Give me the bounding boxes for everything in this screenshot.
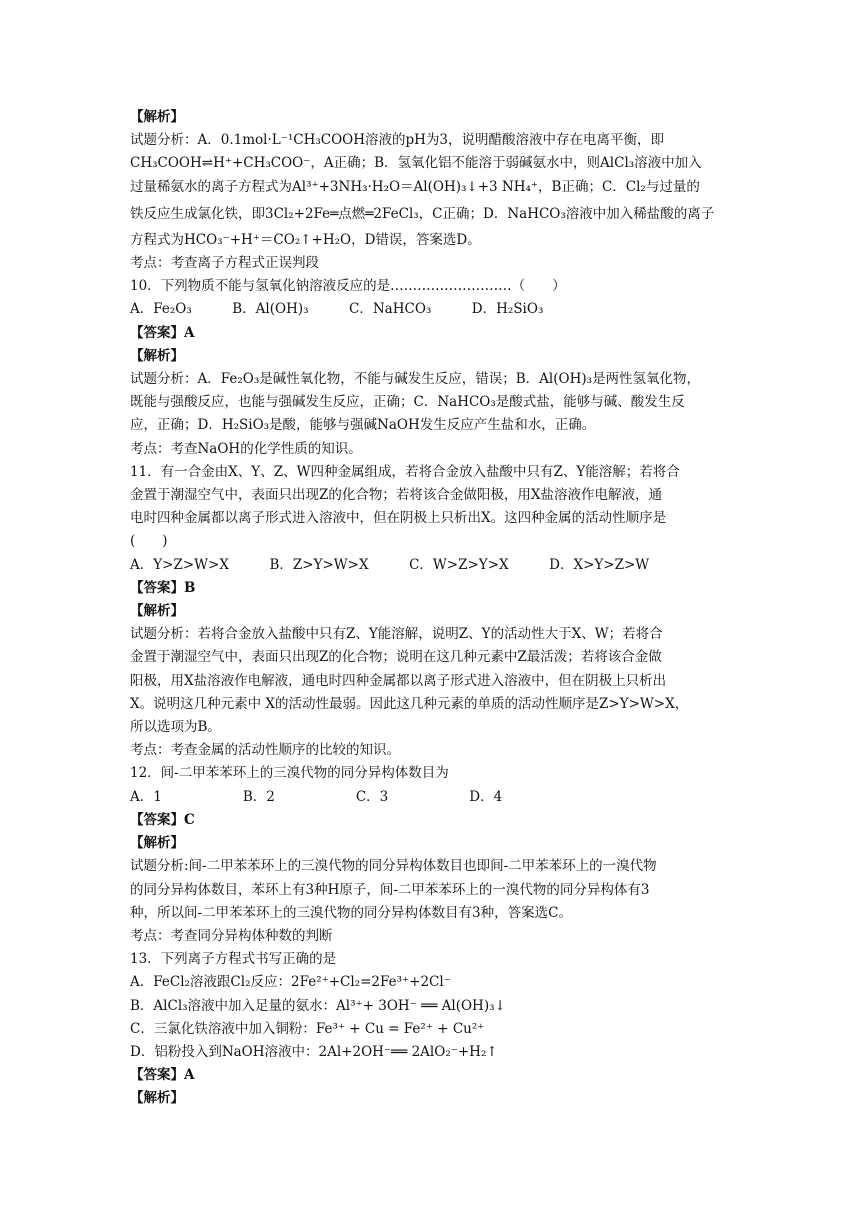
paragraph-line: 的同分异构体数目，苯环上有3种H原子，间-二甲苯苯环上的一溴代物的同分异构体有3 (130, 881, 650, 898)
question-line: 10．下列物质不能与氢氧化钠溶液反应的是………………………（ ） (130, 278, 566, 295)
section-heading: 【解析】 (130, 347, 184, 364)
paragraph-line: 所以选项为B。 (130, 719, 221, 736)
answer-line: 【答案】A (130, 1067, 195, 1084)
section-heading: 【解析】 (130, 835, 184, 852)
question-line: 12．间-二甲苯苯环上的三溴代物的同分异构体数目为 (130, 765, 449, 782)
paragraph-line: 应，正确；D．H₂SiO₃是酸，能够与强碱NaOH发生反应产生盐和水，正确。 (130, 417, 596, 434)
question-line: 13．下列离子方程式书写正确的是 (130, 951, 337, 968)
paragraph-line: 铁反应生成氯化铁，即3Cl₂+2Fe═点燃═2FeCl₃，C正确；D．NaHCO₃溶液中加入稀盐酸的离子 (130, 205, 715, 222)
section-heading: 【解析】 (130, 1090, 184, 1107)
paragraph-line: 试题分析：若将合金放入盐酸中只有Z、Y能溶解，说明Z、Y的活动性大于X、W；若将合 (130, 626, 663, 643)
paragraph-line: 过量稀氨水的离子方程式为Al³⁺+3NH₃·H₂O＝Al(OH)₃↓+3 NH₄⁺，B正确；C．Cl₂与过量的 (130, 178, 700, 195)
note-line: 考点：考查同分异构体种数的判断 (130, 927, 333, 944)
paragraph-line: 试题分析：A．Fe₂O₃是碱性氧化物，不能与碱发生反应，错误；B．Al(OH)₃是两性氢氧化物， (130, 371, 701, 388)
answer-line: 【答案】C (130, 811, 195, 828)
paragraph-line: CH₃COOH⇌H⁺+CH₃COO⁻，A正确；B．氢氧化铝不能溶于弱碱氨水中，则AlCl₃溶液中加入 (130, 155, 702, 172)
question-line: 金置于潮湿空气中，表面只出现Z的化合物；若将该合金做阳极，用X盐溶液作电解液，通 (130, 487, 662, 504)
section-heading: 【解析】 (130, 603, 184, 620)
paragraph-line: X。说明这几种元素中 X的活动性最弱。因此这几种元素的单质的活动性顺序是Z>Y>W>X， (130, 695, 689, 712)
answer-line: 【答案】A (130, 324, 195, 341)
options-line: A．Y>Z>W>X B．Z>Y>W>X C．W>Z>Y>X D．X>Y>Z>W (130, 556, 650, 573)
note-line: 考点：考查金属的活动性顺序的比较的知识。 (130, 742, 400, 759)
options-line: A．1 B．2 C．3 D．4 (130, 788, 503, 805)
question-line: ( ) (130, 533, 168, 550)
answer-line: 【答案】B (130, 579, 196, 596)
options-line: C．三氯化铁溶液中加入铜粉：Fe³⁺ + Cu = Fe²⁺ + Cu²⁺ (130, 1020, 485, 1037)
note-line: 考点：考查离子方程式正误判段 (130, 255, 319, 272)
question-line: 11．有一合金由X、Y、Z、W四种金属组成，若将合金放入盐酸中只有Z、Y能溶解；若将合 (130, 463, 680, 480)
paragraph-line: 金置于潮湿空气中，表面只出现Z的化合物；说明在这几种元素中Z最活泼；若将该合金做 (130, 649, 662, 666)
options-line: B．AlCl₃溶液中加入足量的氨水：Al³⁺+ 3OH⁻ ══ Al(OH)₃↓ (130, 997, 506, 1014)
paragraph-line: 种，所以间-二甲苯苯环上的三溴代物的同分异构体数目有3种，答案选C。 (130, 904, 572, 921)
question-line: 电时四种金属都以离子形式进入溶液中，但在阴极上只析出X。这四种金属的活动性顺序是 (130, 510, 667, 527)
paragraph-line: 阳极，用X盐溶液作电解液，通电时四种金属都以离子形式进入溶液中，但在阴极上只析出 (130, 672, 667, 689)
document-body (130, 106, 720, 1111)
paragraph-line: 试题分析:间-二甲苯苯环上的三溴代物的同分异构体数目也即间-二甲苯苯环上的一溴代物 (130, 858, 657, 875)
options-line: A．FeCl₂溶液跟Cl₂反应：2Fe²⁺+Cl₂=2Fe³⁺+2Cl⁻ (130, 974, 451, 991)
section-heading: 【解析】 (130, 109, 184, 125)
options-line: D．铝粉投入到NaOH溶液中：2Al+2OH⁻══ 2AlO₂⁻+H₂↑ (130, 1043, 498, 1060)
paragraph-line: 试题分析：A．0.1mol·L⁻¹CH₃COOH溶液的pH为3，说明醋酸溶液中存在电离平衡，即 (130, 132, 665, 149)
note-line: 考点：考查NaOH的化学性质的知识。 (130, 440, 362, 457)
paragraph-line: 方程式为HCO₃⁻+H⁺＝CO₂↑+H₂O，D错误，答案选D。 (130, 231, 481, 248)
options-line: A．Fe₂O₃ B．Al(OH)₃ C．NaHCO₃ D．H₂SiO₃ (130, 301, 544, 318)
paragraph-line: 既能与强酸反应，也能与强碱发生反应，正确；C．NaHCO₃是酸式盐，能够与碱、酸发生反 (130, 394, 685, 411)
